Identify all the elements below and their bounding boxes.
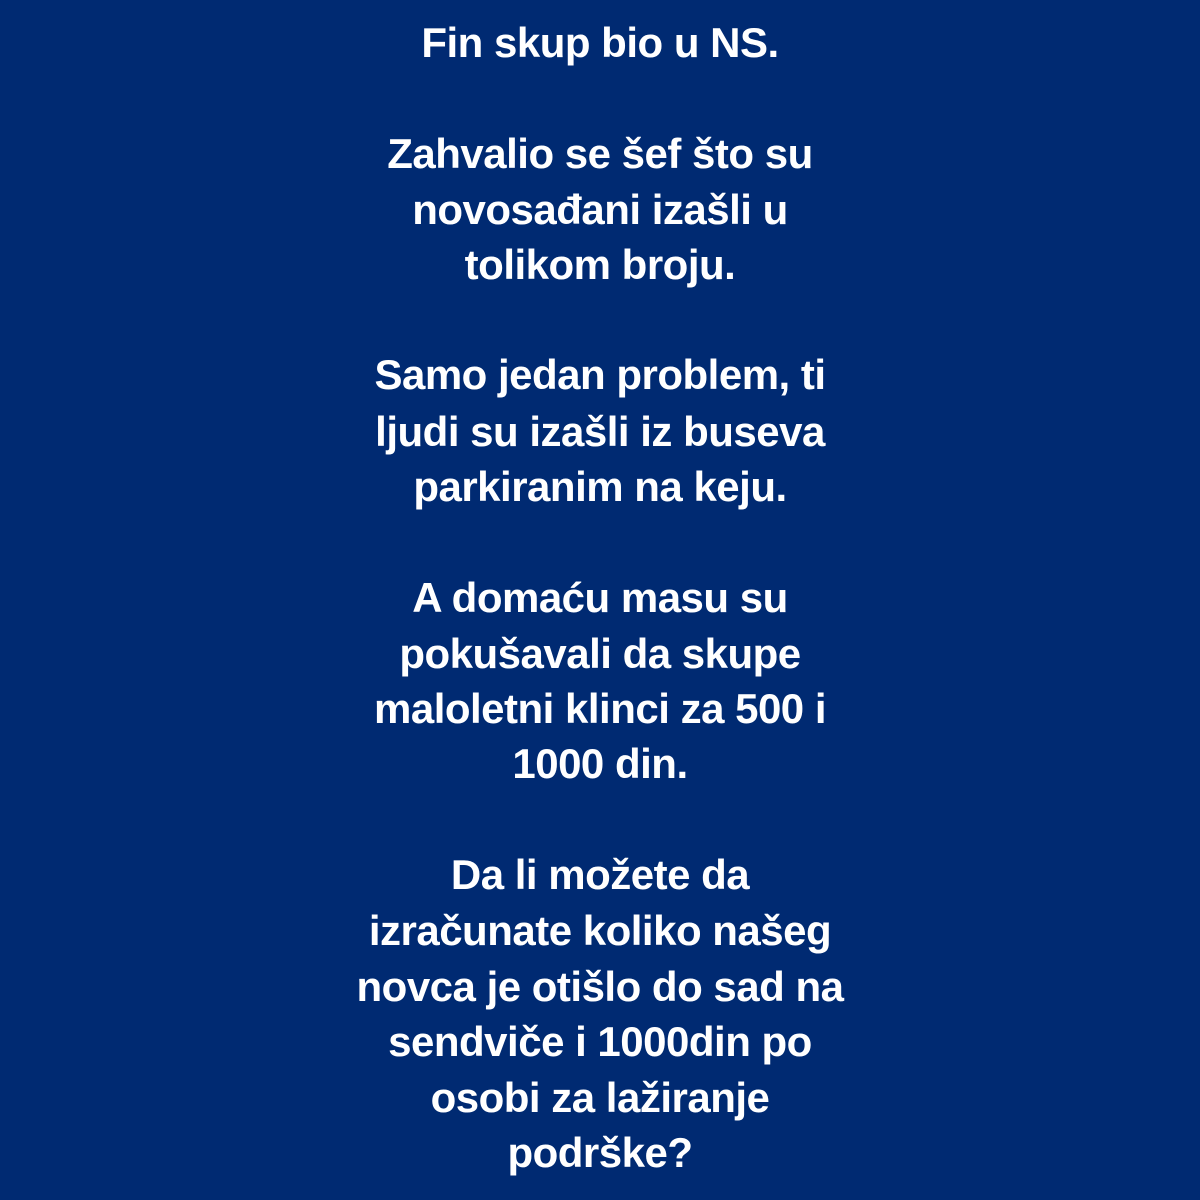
text-line: osobi za lažiranje (430, 1074, 770, 1121)
text-line: tolikom broju. (464, 241, 736, 288)
text-line: maloletni klinci za 500 i (373, 685, 827, 732)
text-line: novosađani izašli u (412, 186, 788, 233)
text-line: Da li možete da (450, 851, 750, 898)
text-line: Zahvalio se šef što su (387, 130, 813, 177)
text-line: A domaću masu su (412, 574, 788, 621)
text-line: pokušavali da skupe (399, 630, 801, 677)
text-line: podrške? (507, 1129, 693, 1176)
text-line: novca je otišlo do sad na (356, 963, 844, 1010)
text-line: Samo jedan problem, ti (374, 351, 826, 398)
text-line: 1000 din. (512, 740, 688, 787)
text-line: parkiranim na keju. (413, 463, 787, 510)
text-line: izračunate koliko našeg (368, 907, 832, 954)
text-line: Fin skup bio u NS. (421, 19, 779, 66)
text-line: ljudi su izašli iz buseva (375, 408, 825, 455)
text-line: sendviče i 1000din po (388, 1018, 812, 1065)
